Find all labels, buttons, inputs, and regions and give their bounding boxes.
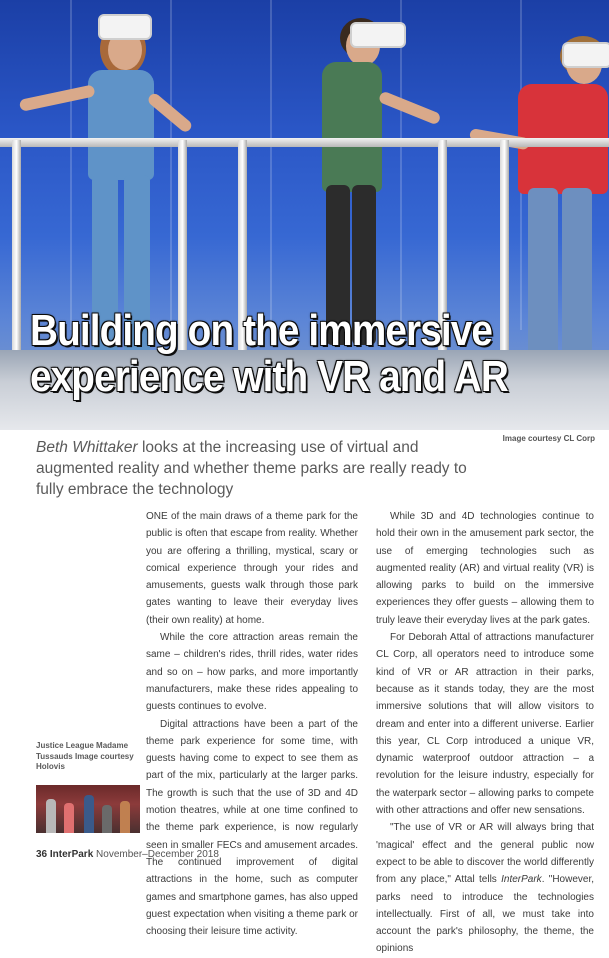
paragraph: ONE of the main draws of a theme park for the public is often that escape from reality. Whether you are offering a thrilling, mystical, scary or comical experience through your rides and amusements, guests walk through those park gates wanting to leave their everyday lives (their own reality) at home.: [146, 511, 358, 626]
body-column-2: [376, 508, 594, 958]
canopy-strut: [70, 0, 72, 330]
paragraph: [376, 819, 594, 957]
standfirst-text: looks at the increasing use of virtual and augmented reality and whether theme parks are really ready to fully embrace the technology: [36, 439, 467, 498]
side-photo: [36, 785, 140, 833]
paragraph: For Deborah Attal of attractions manufacturer CL Corp, all operators need to introduce some kind of VR or AR attraction in their parks, because as it stands today, they are the most immersive solutions that will allow visitors to dream and enter into a different universe. Earlier this year, CL Corp introduced a unique VR, dynamic waterproof outdoor attraction – a revolution for the leisure industry, especially for the waterpark sector – allowing parks to compete with other attractions and offer new sensations.: [376, 632, 594, 817]
magazine-name: InterPark: [501, 874, 542, 886]
hero-photo: [0, 0, 609, 430]
paragraph: While the core attraction areas remain the same – children's rides, thrill rides, water rides and so on – how parks, and more importantly manufacturers, make these rides appealing to guests continues to evolve.: [146, 632, 358, 713]
handrail: [0, 138, 609, 147]
photo-credit: Image courtesy CL Corp: [502, 434, 595, 443]
issue-date: November–December 2018: [96, 849, 219, 860]
body-column-1: [146, 508, 358, 940]
page-number: 36: [36, 849, 48, 860]
paragraph: While 3D and 4D technologies continue to hold their own in the amusement park sector, the use of emerging technologies such as augmented reality (AR) and virtual reality (VR) is allowing parks to build on the immersive experiences they offer guests – allowing them to truly leave their everyday lives at the park gates.: [376, 511, 594, 626]
quote-text: . "However, parks need to introduce the technologies intellectually. First of all, we must take into account the park's philosophy, the theme, the opinions: [376, 874, 594, 955]
paragraph: Digital attractions have been a part of the theme park experience for some time, with guests having come to expect to see them as part of the mix, particularly at the larger parks. The growth is such that the use of 3D and 4D motion theatres, while at one time confined to the theme park experience, is now regularly seen in smaller FECs and amusement arcades. The continued improvement of digital attractions in the home, such as computer games and smartphone games, has also upped guest expectation when visiting a theme park or choosing their leisure time activity.: [146, 718, 358, 938]
author-name: Beth Whittaker: [36, 439, 138, 456]
footer-magazine: InterPark: [49, 849, 94, 860]
quote-text: "The use of VR or AR will always bring that 'magical' effect and the general public now expect to be able to discover the world differently from any place," Attal tells: [376, 822, 594, 886]
standfirst: [36, 437, 476, 500]
page-footer: [36, 849, 219, 860]
article-headline: Building on the immersive experience with VR and AR: [30, 306, 508, 401]
canopy-strut: [270, 0, 272, 330]
canopy-strut: [170, 0, 172, 330]
rail-post: [12, 140, 21, 370]
side-photo-caption: Justice League Madame Tussauds Image courtesy Holovis: [36, 741, 134, 771]
canopy-strut: [400, 0, 402, 330]
